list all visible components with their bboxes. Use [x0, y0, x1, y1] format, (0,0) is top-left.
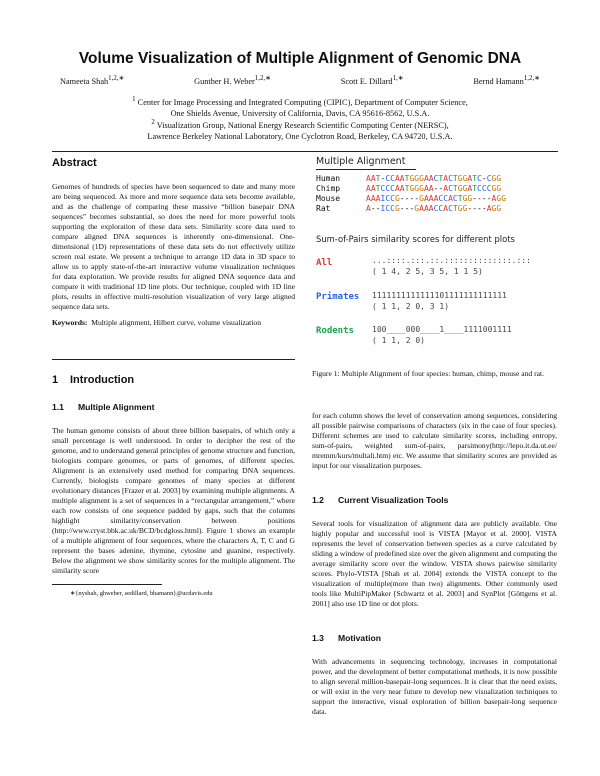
alignment-row: Rat A--ICCG---GAAACCACTGG----AGG — [316, 204, 502, 213]
paper-title: Volume Visualization of Multiple Alignment of Genomic DNA — [78, 50, 522, 67]
author-2: Gunther H. Weber$^{1,2,∗}$ — [194, 75, 271, 86]
figure-caption — [312, 369, 557, 379]
score-groups-all: ( 1 4, 2 5, 3 5, 1 1 5) — [372, 267, 483, 276]
alignment-sequence: AAAICCG----GAAACCACTGG----AGG — [366, 194, 507, 203]
affiliation-2: $^2$ Visualization Group, National Energy Research Scientific Computing Center (NERSC), Lawrence Berkeley National Laboratory, One Cyclotron Road, Berkeley, CA 94720, U.S.A. — [147, 119, 453, 141]
alignment-sequence: A--ICCG---GAAACCACTGG----AGG — [366, 204, 502, 213]
figure-scores-title: Sum-of-Pairs similarity scores for different plots — [316, 234, 515, 244]
affiliation-1: $^1$ Center for Image Processing and Integrated Computing (CIPIC), Department of Computer Science, One Shields Avenue, University of California, Davis, CA 95616-8562, U.S.A. — [132, 96, 468, 118]
abstract-heading: Abstract — [52, 157, 97, 169]
abstract-rule — [52, 359, 295, 360]
score-groups-rodents: ( 1 1, 2 0) — [372, 336, 425, 345]
alignment-row: Human AAT-CCAATGGGAACTACTGGATC-CGG — [316, 174, 502, 183]
similarity-score-text: for each column shows the level of conservation among sequences, considering all possible pairwise comparisons of characters (six in the case of four species). Different schemes are used to calculate similarity scores, including entropy, sum-of-pairs, weighted sum-of-pairs, parsimony(http://lepo.it.da.ut.ee/ mremm/kurs/multali.htm) etc. We assume that similarity scores are provided as input for our visualization purposes. — [312, 411, 557, 470]
group-label-rodents: Rodents — [316, 326, 354, 336]
group-label-all: All — [316, 258, 333, 268]
footnote-rule — [52, 584, 162, 585]
subsection-heading: 1.2 Current Visualization Tools — [312, 495, 449, 505]
figure-alignment-title: Multiple Alignment — [316, 156, 406, 167]
alignment-sequence: AAT-CCAATGGGAACTACTGGATC-CGG — [366, 174, 502, 183]
right-column-text — [312, 411, 557, 717]
keywords: Keywords: Multiple alignment, Hilbert curve, volume visualization — [52, 318, 261, 327]
group-label-primates: Primates — [316, 292, 360, 302]
figure-title-underline — [316, 169, 416, 170]
alignment-sequence: AATCCCAATGGGAA--ACTGGATCCCGG — [366, 184, 502, 193]
introduction-section — [52, 375, 295, 576]
visualization-tools-text: Several tools for visualization of alignment data are publicly available. One highly popular and successful tool is VISTA [Mayor et al. 2000]. VISTA represents the level of conservation between species as a curve calculated by sliding a window of predefined size over the given alignment and computing the average similarity score over the window. VISTA shows pairwise similarity scores. Phylo-VISTA [Shah et al. 2004] extends the VISTA concept to the visualization of multiple(more than two) alignments. Other commonly used tools like MultiPipMaker [Schwartz et al. 2003] and SynPlot [Göttgens et al. 2001] also use 1D line or dot plots. — [312, 519, 557, 608]
footnote: ∗{nyshah, ghweber, sedillard, bhamann}@ucdavis.edu — [70, 590, 213, 597]
subsection-heading: 1.3 Motivation — [312, 633, 381, 643]
author-list — [60, 74, 540, 86]
author-1: Nameeta Shah$^{1,2,∗}$ — [60, 75, 125, 86]
figure-caption-text: Figure 1: Multiple Alignment of four species: human, chimp, mouse and rat. — [312, 369, 544, 378]
figure-1 — [312, 154, 557, 364]
score-line-rodents: 100____000____1____1111001111 — [372, 325, 512, 334]
subsection-heading: 1.1 Multiple Alignment — [52, 402, 155, 412]
score-line-all: ...::::.:::.::.::::::::::::::.::: — [372, 256, 531, 265]
alignment-row: Chimp AATCCCAATGGGAA--ACTGGATCCCGG — [316, 184, 502, 193]
header-rule — [52, 151, 558, 152]
score-groups-primates: ( 1 1, 2 0, 3 1) — [372, 302, 450, 311]
motivation-text: With advancements in sequencing technology, increases in computational power, and the development of better computational methods, it is now possible to align several million-basepair-long sequences. It is clear that the need exists, or will exist in the very near future to develop new visualization techniques to support the interactive, visual exploration of billion basepair-long sequence data. — [312, 657, 557, 716]
multiple-alignment-text: The human genome consists of about three billion basepairs, of which only a small percentage is well understood. In order to decipher the rest of the genome, and to understand general principles of genome structure and function, biologists compare genomes, or parts of genomes, of different species. Alignment is an extensively used method for comparing DNA sequences. Currently, biologists compare genomes of many species at different evolutionary distances [Frazer et al. 2003] by examining multiple alignments. A multiple alignment is a set of sequences in a “rectangular arrangement,” where each row consists of one sequence padded by gaps, such that the columns highlight similarity/conservation between positions (http://www.cryst.bbk.ac.uk/BCD/bcdgloss.html). Figure 1 shows an example of a multiple alignment of four sequences, where the characters A, T, C and G represent the bases adenine, thymine, cytosine and guanine, respectively. Below the alignment we show similarity scores for the multiple alignment. The similarity score — [52, 426, 295, 575]
author-4: Bernd Hamann$^{1,2,∗}$ — [473, 75, 540, 86]
intro-heading: 1 Introduction — [52, 374, 135, 386]
abstract-text: Genomes of hundreds of species have been sequenced to date and many more are being sequenced. As more and more sequence data sets become available, and as the challenge of comparing these massive “billion basepair DNA sequences” becomes substantial, so does the need for more powerful tools supporting the exploration of these data sets. Similarity score data used to compare aligned DNA sequences is inherently one-dimensional. One-dimensional (1D) representations of these data sets do not effectively utilize screen real estate. We present a technique to arrange 1D data in 3D space to allow us to apply state-of-the-art interactive volume visualization techniques for data exploration. We provide results for aligned DNA sequence data and compare it with traditional 1D line plots. Our technique, coupled with 1D line plots, results in effective multi-resolution visualization of very large aligned sequence data sets. — [52, 182, 295, 311]
author-3: Scott E. Dillard$^{1,∗}$ — [340, 75, 404, 86]
score-line-primates: 1111111111111101111111111111 — [372, 291, 507, 300]
alignment-row: Mouse AAAICCG----GAAACCACTGG----AGG — [316, 194, 507, 203]
abstract-section — [52, 158, 295, 328]
